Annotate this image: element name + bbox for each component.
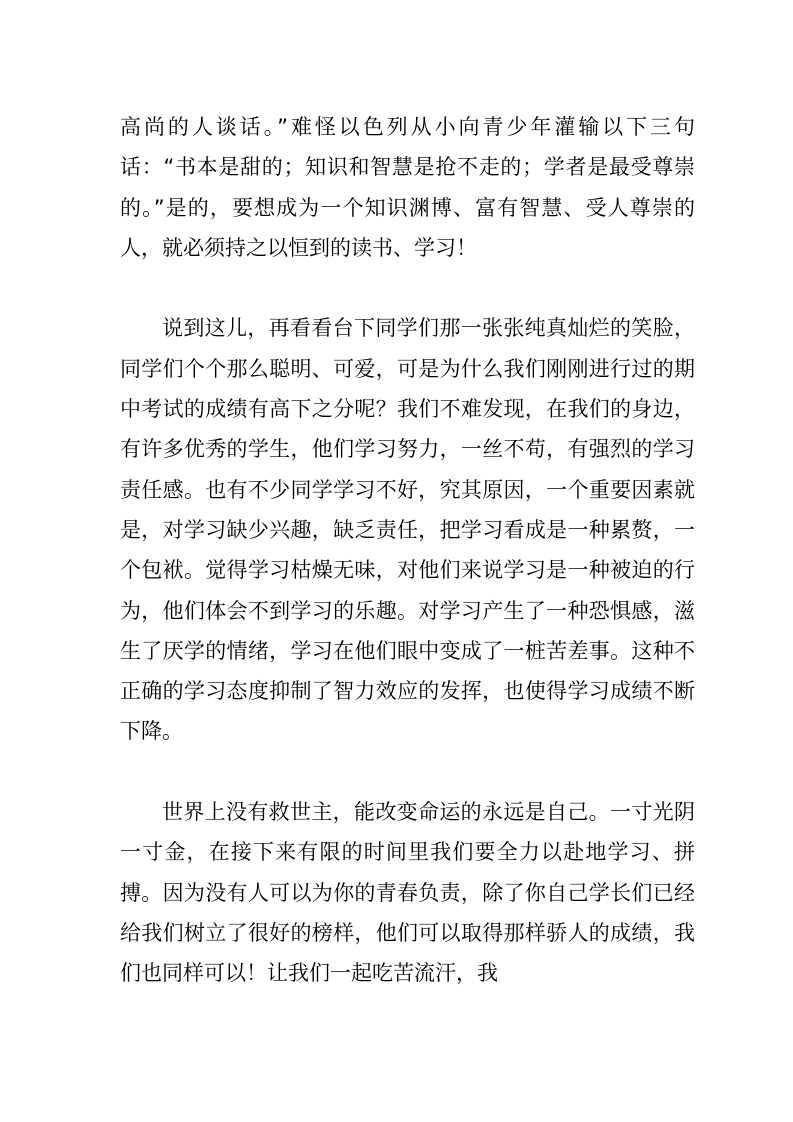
paragraph-gap xyxy=(120,752,695,792)
paragraph-gap xyxy=(120,268,695,308)
paragraph-3: 世界上没有救世主，能改变命运的永远是自己。一寸光阴一寸金，在接下来有限的时间里我们要全力以赴地学习、拼搏。因为没有人可以为你的青春负责，除了你自己学长们已经给我们树立了很好的榜样，他们可以取得那样骄人的成绩，我们也同样可以！让我们一起吃苦流汗，我 xyxy=(120,800,695,986)
document-body xyxy=(120,107,695,994)
paragraph-1: 高尚的人谈话。”难怪以色列从小向青少年灌输以下三句话：“书本是甜的；知识和智慧是抢不走的；学者是最受尊崇的。”是的，要想成为一个知识渊博、富有智慧、受人尊崇的人，就必须持之以恒到的读书、学习！ xyxy=(120,115,695,260)
paragraph-2: 说到这儿，再看看台下同学们那一张张纯真灿烂的笑脸，同学们个个那么聪明、可爱，可是为什么我们刚刚进行过的期中考试的成绩有高下之分呢？我们不难发现，在我们的身边，有许多优秀的学生，他们学习努力，一丝不苟，有强烈的学习责任感。也有不少同学学习不好，究其原因，一个重要因素就是，对学习缺少兴趣，缺乏责任，把学习看成是一种累赘，一个包袱。觉得学习枯燥无味，对他们来说学习是一种被迫的行为，他们体会不到学习的乐趣。对学习产生了一种恐惧感，滋生了厌学的情绪，学习在他们眼中变成了一桩苦差事。这种不正确的学习态度抑制了智力效应的发挥，也使得学习成绩不断下降。 xyxy=(120,316,695,744)
